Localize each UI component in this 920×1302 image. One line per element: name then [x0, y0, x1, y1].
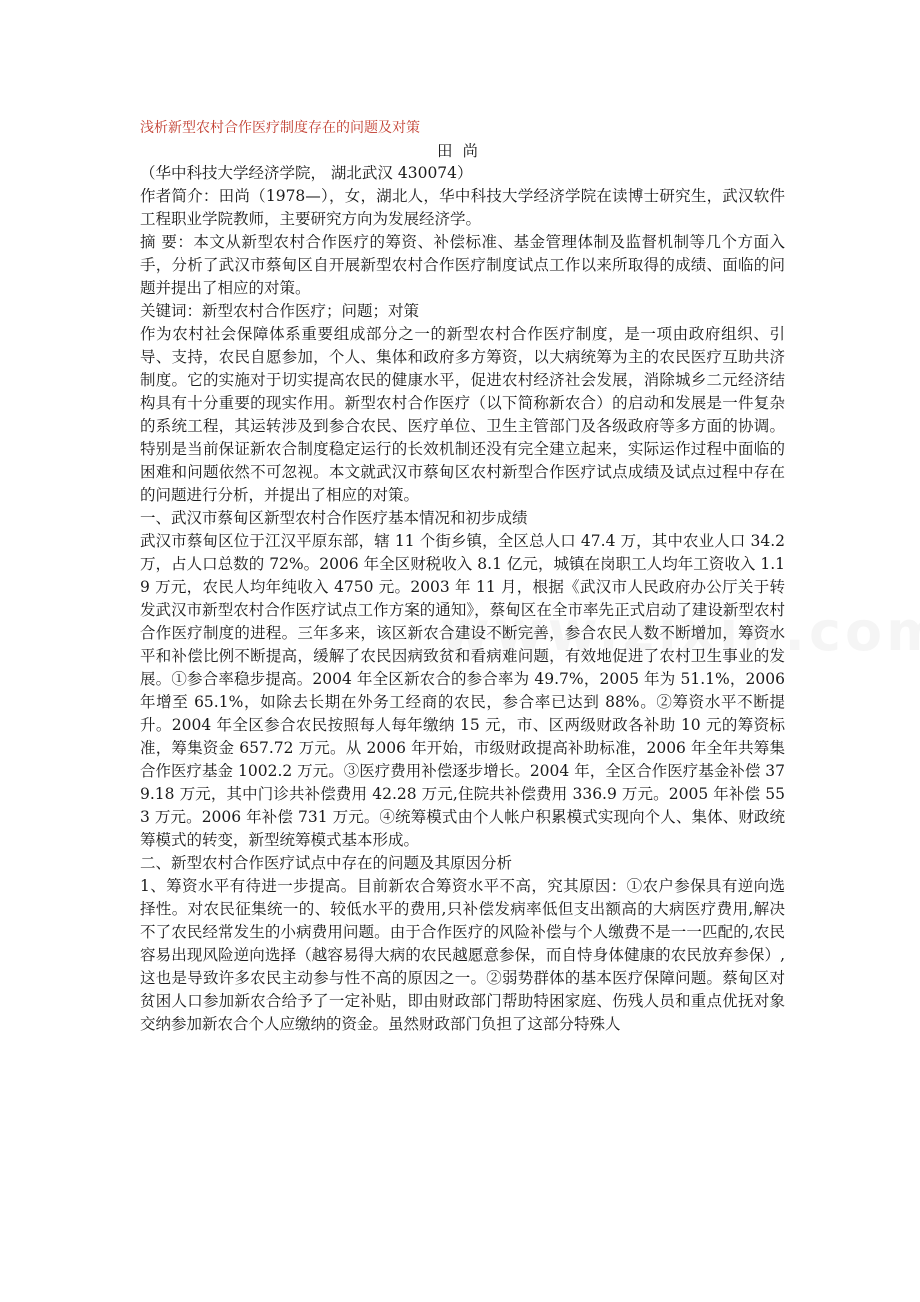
document-title: 浅析新型农村合作医疗制度存在的问题及对策 [140, 120, 420, 136]
section-1-paragraph: 武汉市蔡甸区位于江汉平原东部，辖 11 个街乡镇，全区总人口 47.4 万，其中农业人口 34.2 万，占人口总数的 72%。2006 年全区财税收入 8.1 亿元，城镇在岗职工人均年工资收入 1.19 万元，农民人均年纯收入 4750 元。2003 年 11 月，根据《武汉市人民政府办公厅关于转发武汉市新型农村合作医疗试点工作方案的通知》，蔡甸区在全市率先正式启动了建设新型农村合作医疗制度的进程。三年多来，该区新农合建设不断完善，参合农民人数不断增加，筹资水平和补偿比例不断提高，缓解了农民因病致贫和看病难问题，有效地促进了农村卫生事业的发展。①参合率稳步提高。2004 年全区新农合的参合率为 49.7%，2005 年为 51.1%，2006 年增至 65.1%，如除去长期在外务工经商的农民，参合率已达到 88%。②筹资水平不断提升。2004 年全区参合农民按照每人每年缴纳 15 元，市、区两级财政各补助 10 元的筹资标准，筹集资金 657.72 万元。从 2006 年开始，市级财政提高补助标准，2006 年全年共筹集合作医疗基金 1002.2 万元。③医疗费用补偿逐步增长。2004 年，全区合作医疗基金补偿 379.18 万元，其中门诊共补偿费用 42.28 万元,住院共补偿费用 336.9 万元。2005 年补偿 553 万元。2006 年补偿 731 万元。④统筹模式由个人帐户积累模式实现向个人、集体、财政统筹模式的转变，新型统筹模式基本形成。 [140, 532, 785, 849]
abstract: 摘 要：本文从新型农村合作医疗的筹资、补偿标准、基金管理体制及监督机制等几个方面入手，分析了武汉市蔡甸区自开展新型农村合作医疗制度试点工作以来所取得的成绩、面临的问题并提出了相应的对策。 [140, 233, 785, 297]
author-name: 田尚 [436, 142, 488, 160]
section-2-paragraph: 1、筹资水平有待进一步提高。目前新农合筹资水平不高，究其原因：①农户参保具有逆向选择性。对农民征集统一的、较低水平的费用,只补偿发病率低但支出额高的大病医疗费用,解决不了农民经常发生的小病费用问题。由于合作医疗的风险补偿与个人缴费不是一一匹配的,农民容易出现风险逆向选择（越容易得大病的农民越愿意参保，而自恃身体健康的农民放弃参保）,这也是导致许多农民主动参与性不高的原因之一。②弱势群体的基本医疗保障问题。蔡甸区对贫困人口参加新农合给予了一定补贴，即由财政部门帮助特困家庭、伤残人员和重点优抚对象交纳参加新农合个人应缴纳的资金。虽然财政部门负担了这部分特殊人 [140, 877, 785, 1033]
author-bio: 作者简介：田尚（1978—），女，湖北人，华中科技大学经济学院在读博士研究生，武汉软件工程职业学院教师，主要研究方向为发展经济学。 [140, 187, 785, 228]
keywords: 关键词：新型农村合作医疗；问题；对策 [140, 302, 420, 320]
intro-paragraph: 作为农村社会保障体系重要组成部分之一的新型农村合作医疗制度，是一项由政府组织、引导、支持，农民自愿参加，个人、集体和政府多方筹资，以大病统筹为主的农民医疗互助共济制度。它的实施对于切实提高农民的健康水平，促进农村经济社会发展，消除城乡二元经济结构具有十分重要的现实作用。新型农村合作医疗（以下简称新农合）的启动和发展是一件复杂的系统工程，其运转涉及到参合农民、医疗单位、卫生主管部门及各级政府等多方面的协调。特别是当前保证新农合制度稳定运行的长效机制还没有完全建立起来，实际运作过程中面临的困难和问题依然不可忽视。本文就武汉市蔡甸区农村新型合作医疗试点成绩及试点过程中存在的问题进行分析，并提出了相应的对策。 [140, 325, 785, 504]
section-heading-1: 一、武汉市蔡甸区新型农村合作医疗基本情况和初步成绩 [140, 509, 528, 527]
section-heading-2: 二、新型农村合作医疗试点中存在的问题及其原因分析 [140, 854, 513, 872]
document-page [140, 116, 785, 1036]
affiliation: （华中科技大学经济学院， 湖北武汉 430074） [140, 164, 473, 182]
